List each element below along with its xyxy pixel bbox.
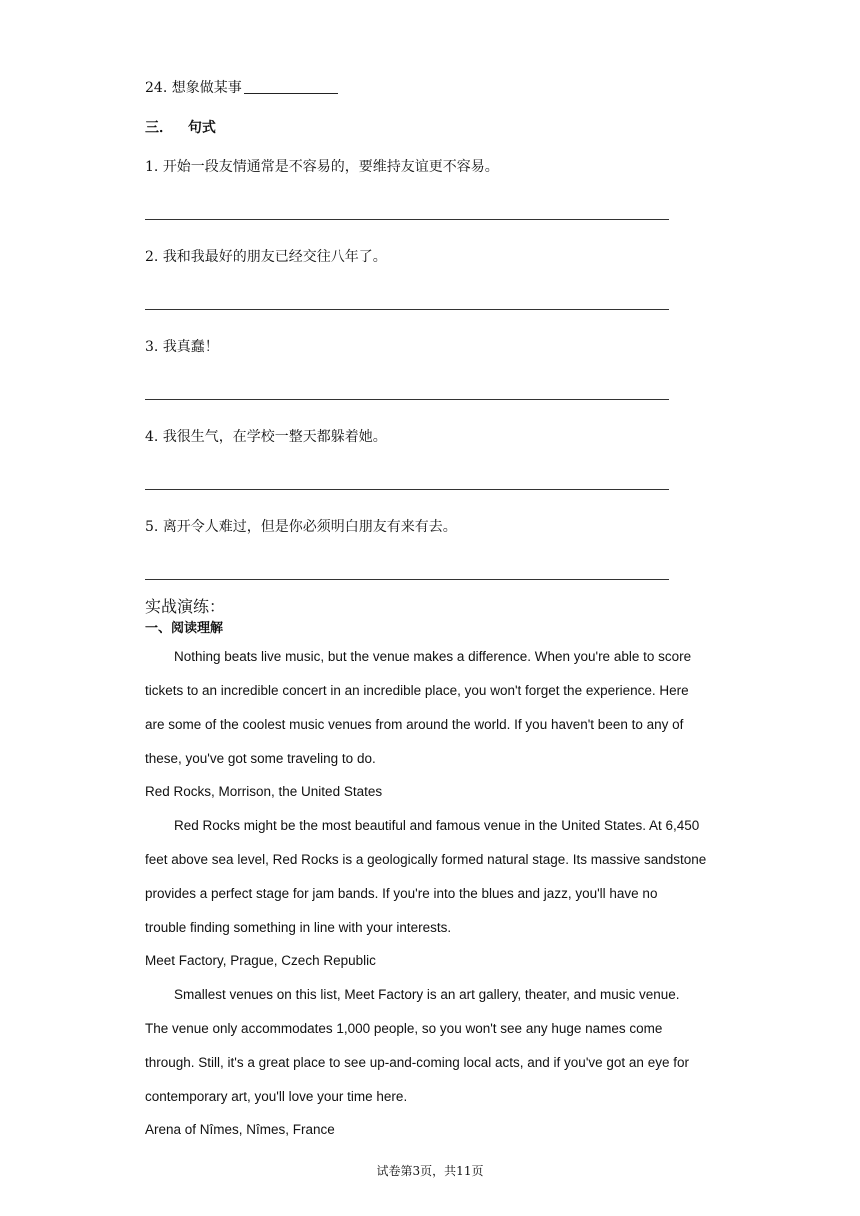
sentence-text: 我很生气，在学校一整天都躲着她。 bbox=[162, 429, 387, 445]
sentence-number: 5. bbox=[145, 519, 159, 535]
sentence-text: 我真蠢！ bbox=[162, 339, 219, 355]
answer-blank[interactable] bbox=[244, 79, 338, 94]
sentence-item-3 bbox=[145, 338, 219, 356]
sentence-number: 3. bbox=[145, 339, 159, 355]
venue-subheading: Arena of Nîmes, Nîmes, France bbox=[145, 1122, 335, 1137]
sentence-item-4 bbox=[145, 428, 387, 446]
passage-line: Smallest venues on this list, Meet Factory is an art gallery, theater, and music venue. bbox=[174, 987, 680, 1002]
answer-line-3[interactable] bbox=[145, 399, 669, 400]
passage-line: tickets to an incredible concert in an incredible place, you won't forget the experience. Here bbox=[145, 683, 689, 698]
venue-subheading: Meet Factory, Prague, Czech Republic bbox=[145, 953, 376, 968]
sentence-text: 离开令人难过，但是你必须明白朋友有来有去。 bbox=[162, 519, 457, 535]
section-3-title: 句式 bbox=[187, 120, 216, 136]
page-footer: 试卷第3页，共11页 bbox=[376, 1164, 484, 1178]
sentence-text: 我和我最好的朋友已经交往八年了。 bbox=[162, 249, 387, 265]
sentence-item-2 bbox=[145, 248, 387, 266]
passage-line: are some of the coolest music venues from around the world. If you haven't been to any of bbox=[145, 717, 684, 732]
sentence-text: 开始一段友情通常是不容易的，要维持友谊更不容易。 bbox=[162, 159, 499, 175]
answer-line-4[interactable] bbox=[145, 489, 669, 490]
passage-line: these, you've got some traveling to do. bbox=[145, 751, 376, 766]
passage-line: trouble finding something in line with your interests. bbox=[145, 920, 452, 935]
venue-subheading: Red Rocks, Morrison, the United States bbox=[145, 784, 383, 799]
sentence-number: 1. bbox=[145, 159, 159, 175]
reading-heading: 一、阅读理解 bbox=[145, 621, 224, 636]
passage-line: contemporary art, you'll love your time here. bbox=[145, 1089, 408, 1104]
sentence-item-1 bbox=[145, 158, 499, 176]
passage-line: through. Still, it's a great place to see up-and-coming local acts, and if you've got an eye for bbox=[145, 1055, 689, 1070]
practice-title: 实战演练： bbox=[145, 597, 226, 616]
sentence-number: 4. bbox=[145, 429, 159, 445]
sentence-item-5 bbox=[145, 518, 457, 536]
sentence-number: 2. bbox=[145, 249, 159, 265]
item-24-text: 想象做某事 bbox=[171, 80, 242, 96]
passage-line: Red Rocks might be the most beautiful and famous venue in the United States. At 6,450 bbox=[174, 818, 700, 833]
section-3-number: 三． bbox=[145, 120, 173, 136]
answer-line-1[interactable] bbox=[145, 219, 669, 220]
answer-line-5[interactable] bbox=[145, 579, 669, 580]
item-24-number: 24. bbox=[145, 80, 168, 96]
section-3-heading bbox=[145, 119, 216, 137]
answer-line-2[interactable] bbox=[145, 309, 669, 310]
passage-line: The venue only accommodates 1,000 people, so you won't see any huge names come bbox=[145, 1021, 663, 1036]
passage-line: feet above sea level, Red Rocks is a geologically formed natural stage. Its massive sandstone bbox=[145, 852, 707, 867]
item-24 bbox=[145, 79, 338, 97]
passage-line: Nothing beats live music, but the venue makes a difference. When you're able to score bbox=[174, 649, 692, 664]
passage-line: provides a perfect stage for jam bands. If you're into the blues and jazz, you'll have no bbox=[145, 886, 658, 901]
